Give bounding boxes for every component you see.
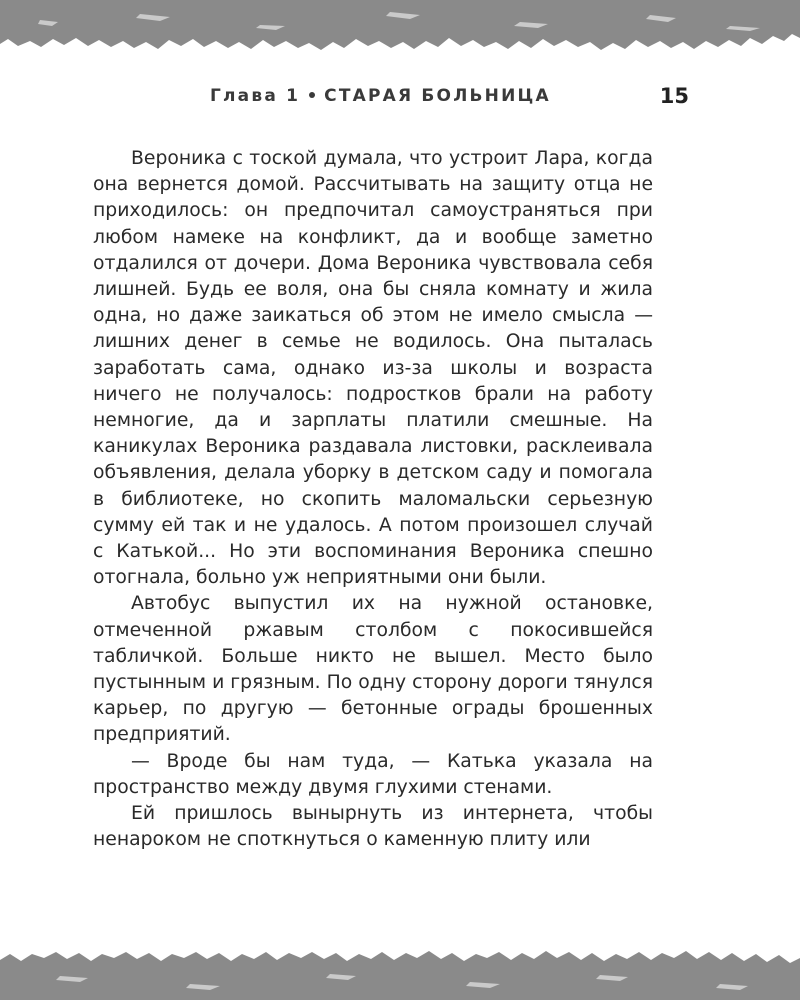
top-grunge-band — [0, 0, 800, 62]
body-text — [93, 146, 653, 853]
chapter-label: Глава 1 — [210, 86, 301, 106]
paragraph: Автобус выпустил их на нужной остановке, отмеченной ржавым столбом с покосившейся табличкой. Больше никто не вышел. Место было пустынным и грязным. По одну сторону дороги тянулся карьер, по другую — бетонные ограды брошенных предприятий. — [93, 593, 653, 746]
bottom-grunge-band — [0, 936, 800, 1000]
paragraph: — Вроде бы нам туда, — Катька указала на пространство между двумя глухими стенами. — [93, 750, 653, 798]
separator-dot-icon — [309, 92, 315, 98]
paragraph: Ей пришлось вынырнуть из интернета, чтобы ненароком не споткнуться о каменную плиту или — [93, 803, 653, 851]
running-head — [210, 86, 551, 106]
page-number: 15 — [659, 84, 689, 108]
chapter-title: СТАРАЯ БОЛЬНИЦА — [324, 86, 551, 106]
paragraph: Вероника с тоской думала, что устроит Лара, когда она вернется домой. Рассчитывать на защиту отца не приходилось: он предпочитал самоустраняться при любом намеке на конфликт, да и вообще заметно отдалился от дочери. Дома Вероника чувствовала себя лишней. Будь ее воля, она бы сняла комнату и жила одна, но даже заикаться об этом не имело смысла — лишних денег в семье не водилось. Она пыталась заработать сама, однако из-за школы и возраста ничего не получалось: подростков брали на работу немногие, да и зарплаты платили смешные. На каникулах Вероника раздавала листовки, расклеивала объявления, делала уборку в детском саду и помогала в библиотеке, но скопить маломальски серьезную сумму ей так и не удалось. А потом произошел случай с Катькой... Но эти воспоминания Вероника спешно отогнала, больно уж неприятными они были. — [93, 148, 653, 589]
bottom-grunge-band-shape — [0, 936, 800, 1000]
top-grunge-band-shape — [0, 0, 800, 62]
